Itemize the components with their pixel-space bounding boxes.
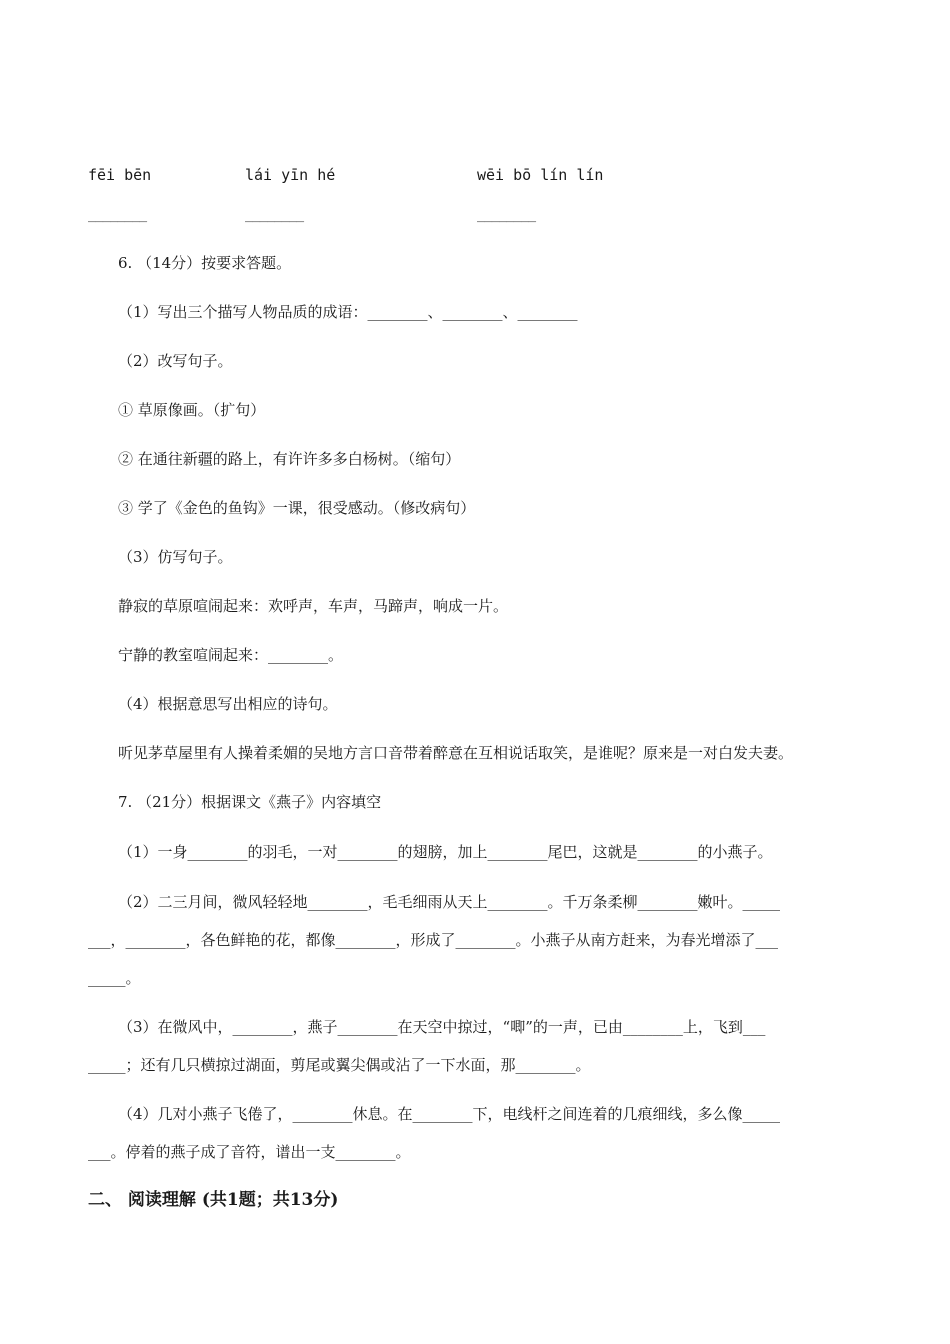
question-6-part-3: （3）仿写句子。 — [118, 548, 233, 566]
pinyin-3: wēi bō lín lín — [477, 166, 604, 184]
question-6-part-1: （1）写出三个描写人物品质的成语：________、________、________ — [118, 303, 578, 321]
question-6-part-2-item-2: ② 在通往新疆的路上，有许许多多白杨树。（缩句） — [118, 450, 461, 468]
question-6-part-2-item-1: ① 草原像画。（扩句） — [118, 401, 266, 419]
question-7-part-4-line-1: （4）几对小燕子飞倦了，________休息。在________下，电线杆之间连着的几痕细线，多么像_____ — [118, 1105, 781, 1123]
question-7-part-4-line-2: ___。停着的燕子成了音符，谱出一支________。 — [88, 1143, 411, 1161]
question-6-part-4: （4）根据意思写出相应的诗句。 — [118, 695, 338, 713]
pinyin-2: lái yīn hé — [245, 166, 336, 184]
pinyin-blank-2: ________ — [245, 208, 304, 223]
question-7-part-2-line-1: （2）二三月间，微风轻轻地________，毛毛细雨从天上________。千万条柔柳________嫩叶。_____ — [118, 893, 781, 911]
question-6-part-4-text: 听见茅草屋里有人操着柔媚的吴地方言口音带着醉意在互相说话取笑，是谁呢？原来是一对白发夫妻。 — [118, 744, 794, 762]
pinyin-blank-1: ________ — [88, 208, 147, 223]
pinyin-blank-3: ________ — [477, 208, 536, 223]
question-7-title: 7. （21分）根据课文《燕子》内容填空 — [118, 793, 382, 811]
question-7-part-3-line-1: （3）在微风中，________，燕子________在天空中掠过，“唧”的一声，已由________上，飞到___ — [118, 1018, 766, 1036]
question-6-part-2: （2）改写句子。 — [118, 352, 233, 370]
question-7-part-1: （1）一身________的羽毛，一对________的翅膀，加上________尾巴，这就是________的小燕子。 — [118, 843, 773, 861]
question-7-part-3-line-2: _____；还有几只横掠过湖面，剪尾或翼尖偶或沾了一下水面，那________。 — [88, 1056, 591, 1074]
pinyin-1: fēi bēn — [88, 166, 152, 184]
question-7-part-2-line-2: ___，________，各色鲜艳的花，都像________，形成了________。小燕子从南方赶来，为春光增添了___ — [88, 931, 779, 949]
question-6-part-3-example: 静寂的草原喧闹起来：欢呼声，车声，马蹄声，响成一片。 — [118, 597, 509, 615]
question-7-part-2-line-3: _____。 — [88, 969, 141, 987]
section-2-heading: 二、 阅读理解 (共1题；共13分) — [88, 1190, 339, 1210]
question-6-title: 6. （14分）按要求答题。 — [118, 254, 292, 272]
question-6-part-3-prompt: 宁静的教室喧闹起来：________。 — [118, 646, 344, 664]
question-6-part-2-item-3: ③ 学了《金色的鱼钩》一课，很受感动。（修改病句） — [118, 499, 476, 517]
